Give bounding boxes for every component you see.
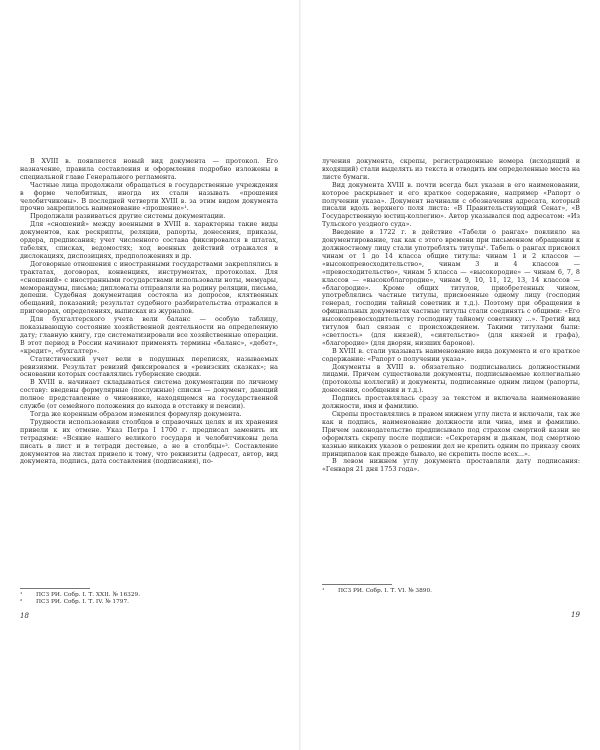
page-number-left: 18: [20, 612, 29, 620]
footnote-text: ПСЗ РИ. Собр. I. Т. IV. № 1797.: [36, 599, 129, 605]
paragraph: Договорные отношения с иностранными государствами закреплялись в трактатах, договорах, конвенциях, инструментах, протоколах. Для «сношений» с иностранными государствами использовали ноты, мемуары, меморандумы, письма; дипломаты отправляли на родину реляции, письма, депеши. Судебная документация состояла из допросов, клятвенных обещаний, показаний; результат судебного разбирательства отражался в приговорах, определениях, выписках из журналов.: [20, 259, 278, 316]
paragraph: Вид документа XVIII в. почти всегда был указан в его наименовании, которое раскрывает и его краткое содержание, например «Рапорт о получении указа». Документ начинали с обозначения адресата, который писали вдоль верхнего поля листа: «В Правительствующий Сенат», «В Государственную юстиц-коллегию». Автор указывался под адресатом: «Из Тульского уездного суда».: [322, 180, 580, 229]
right-page: [300, 0, 600, 750]
footnote-rule: [20, 588, 90, 589]
right-page-text: [322, 158, 580, 474]
paragraph: Скрепы проставлялись в правом нижнем углу листа и включали, так же как и подпись, наименование должности или чина, имя и фамилию. Причем законодательство предписывало под страхом смертной казни не оформлять скрепу после подписи: «Секретарям и дьякам, под смертною казнью никаких указов о решении дел не крепить одним по приказу своих принципалов как прежде бывало, не скрепить после всех...».: [322, 410, 580, 458]
paragraph: В XVIII в. начинает складываться система документации по личному составу: введены формулярные (послужные) списки — документ, дающий полное представление о чиновнике, находящемся на государственной службе (от семейного положения до выхода в отставку и пенсии).: [20, 378, 278, 411]
paragraph: Статистический учет вели в подушных переписях, называемых ревизиями. Результат ревизий фиксировался в «ревизских сказках»; на основании которых составлялись губернские сводки.: [20, 354, 278, 379]
paragraph: Для «сношений» между военными в XVIII в. характерны такие виды документов, как рескрипты, реляции, рапорты, донесения, приказы, ордера, предписания; учет численного состава фиксировался в штатах, табелях, списках, ведомостях; ход военных действий отражался в дислокациях, диспозициях, предположениях и др.: [20, 220, 278, 260]
paragraph: Введение в 1722 г. в действие «Табели о рангах» повлияло на документирование, так как с этого времени при письменном обращении к должностному лицу стали употреблять титулы¹. Табель о рангах присвоил чинам от 1 до 14 класса общие титулы: чинам 1 и 2 классов — «высокопревосходительство», чинам 3 и 4 классов — «превосходительство», чинам 5 класса — «высокородие» — чинам 6, 7, 8 классов — «высокоблагородие», чинам 9, 10, 11, 12, 13, 14 классов — «благородие». Кроме общих титулов, приобретенных чином, употреблялись частные титулы, присвоенные одному лицу (господин генерал, господин тайный советник и т.д.). Поэтому при обращении в официальных документах частные титулы стали соединять с общими: «Его высокопревосходительству господину тайному советнику ...». Третий вид титулов был связан с происхождением. Такими титулами были: «светлость» (для князей), «сиятельство» (для князей и графа), «благородие» (для дворян, низших баронов).: [322, 228, 580, 347]
footnote: [20, 592, 278, 599]
paragraph: Документы в XVIII в. обязательно подписывались должностными лицами. Причем существовали документы, подписываемые коллегиально (протоколы коллегий) и документы, подписанные одним лицом (рапорты, донесения, сообщения и т.д.).: [322, 362, 580, 395]
paragraph: Трудности использования столбцов в справочных целях и их хранения привели к их отмене. Указ Петра I 1700 г. предписал заменить их тетрадями: «Всякие нашего великого государя и челобитчиковы дела писать в лист и в тетради дестевые, а не в столбцы»². Составление документов на листах привело к тому, что реквизиты (адресат, автор, вид документа, подпись, дата составления (подписания), по-: [20, 417, 278, 466]
paragraph: Подпись проставлялась сразу за текстом и включала наименование должности, имя и фамилию.: [322, 394, 580, 411]
footnote: [20, 599, 278, 606]
footnote-rule: [322, 584, 392, 585]
paragraph: Для бухгалтерского учета вели баланс — особую таблицу, показывающую состояние хозяйственной деятельности на определенную дату; главную книгу, где систематизировали все хозяйственные операции. В этот период в России начинают применять термины «баланс», «дебет», «кредит», «бухгалтер».: [20, 315, 278, 355]
page-number-right: 19: [571, 611, 580, 619]
footnote-mark: ²: [20, 599, 23, 605]
footnote-text: ПСЗ РИ. Собр. I. Т. XXII. № 16329.: [36, 592, 141, 598]
paragraph: В XVIII в. стали указывать наименование вида документа и его краткое содержание: «Рапорт о получении указа».: [322, 346, 580, 363]
footnote-text: ПСЗ РИ. Собр. I. Т. VI. № 3890.: [338, 588, 433, 594]
paragraph: Продолжали развиваться другие системы документации.: [30, 212, 226, 221]
footnote-mark: ¹: [20, 592, 23, 598]
paragraph: В XVIII в. появляется новый вид документа — протокол. Его назначение, правила составления и оформления подробно изложены в специальной главе Генерального регламента.: [20, 157, 278, 181]
paragraph: В левом нижнем углу документа проставляли дату подписания: «Генваря 21 дня 1753 года».: [322, 457, 580, 474]
left-page-text: [20, 158, 278, 466]
footnote-mark: ¹: [322, 588, 325, 594]
paragraph: Частные лица продолжали обращаться в государственные учреждения в форме челобитных, иногда их стали называть «прошения челобитчиковы». В последней четверти XVIII в. за этим видом документа прочно закрепилось наименование «прошение»¹.: [20, 180, 278, 213]
footnote: [322, 588, 580, 595]
right-footnotes: [322, 584, 580, 595]
left-footnotes: [20, 588, 278, 606]
paragraph: Тогда же коренным образом изменился формуляр документа.: [30, 410, 242, 418]
paragraph: лучения документа, скрепы, регистрационные номера (исходящий и входящий) стали выделять из текста и отводить им определенные места на листе бумаги.: [322, 157, 580, 181]
